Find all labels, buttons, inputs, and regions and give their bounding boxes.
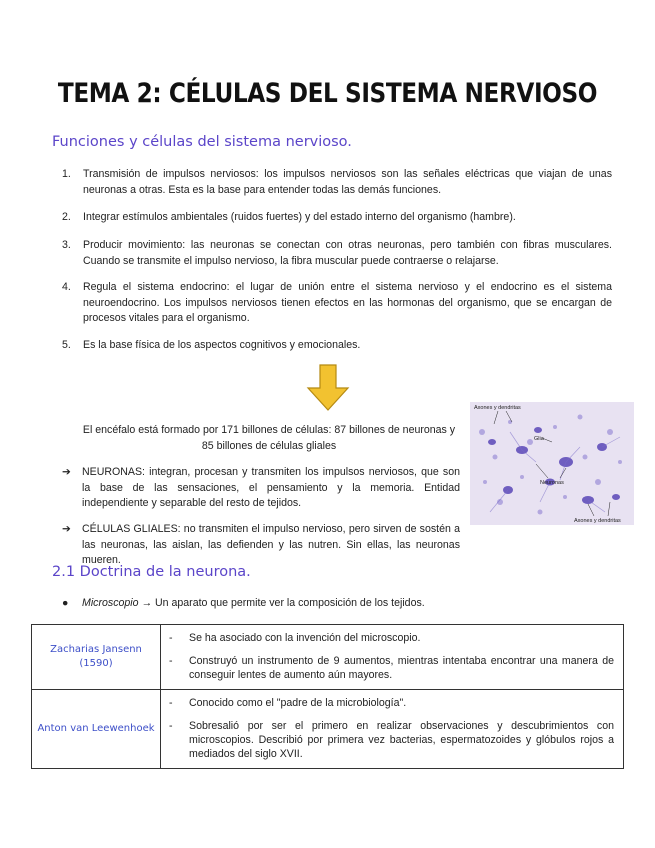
cell-count-summary: El encéfalo está formado por 171 billones de células: 87 billones de neuronas y 85 billones de células gliales <box>82 424 456 452</box>
table-row <box>32 690 624 769</box>
table-point: - Conocido como el "padre de la microbiología". <box>169 697 407 709</box>
section-heading-doctrine: 2.1 Doctrina de la neurona. <box>52 564 251 580</box>
micrograph-label-top: Axones y dendritas <box>474 405 521 411</box>
micrograph-label-glia: Glia <box>534 436 544 442</box>
scientist-name: Zacharias Jansenn (1590) <box>32 625 161 690</box>
table-point: - Sobresalió por ser el primero en realizar observaciones y descubrimientos con microscopios. Describió por primera vez bacterias, espermatozoides y glóbulos rojos a mediados del siglo XVII. <box>169 720 614 760</box>
table-point: - Construyó un instrumento de 9 aumentos, mientras intentaba encontrar una manera de conseguir lentes de aumento aún mayores. <box>169 655 614 681</box>
table-row <box>32 625 624 690</box>
table-point: - Se ha asociado con la invención del microscopio. <box>169 632 421 644</box>
arrow-bullet-icon: ➔ <box>62 466 71 478</box>
history-table <box>31 624 624 769</box>
micrograph-label-bottom: Axones y dendritas <box>574 518 621 524</box>
micrograph-label-neurons: Neuronas <box>540 480 564 486</box>
microscope-term: Microscopio <box>82 597 139 609</box>
arrow-bullet-icon: ➔ <box>62 523 71 535</box>
neuron-micrograph <box>470 402 634 525</box>
page-title: TEMA 2: CÉLULAS DEL SISTEMA NERVIOSO <box>57 78 598 109</box>
down-arrow-icon <box>306 364 350 412</box>
scientist-name: Anton van Leewenhoek <box>32 690 161 769</box>
section-heading-functions: Funciones y células del sistema nervioso. <box>52 134 352 150</box>
